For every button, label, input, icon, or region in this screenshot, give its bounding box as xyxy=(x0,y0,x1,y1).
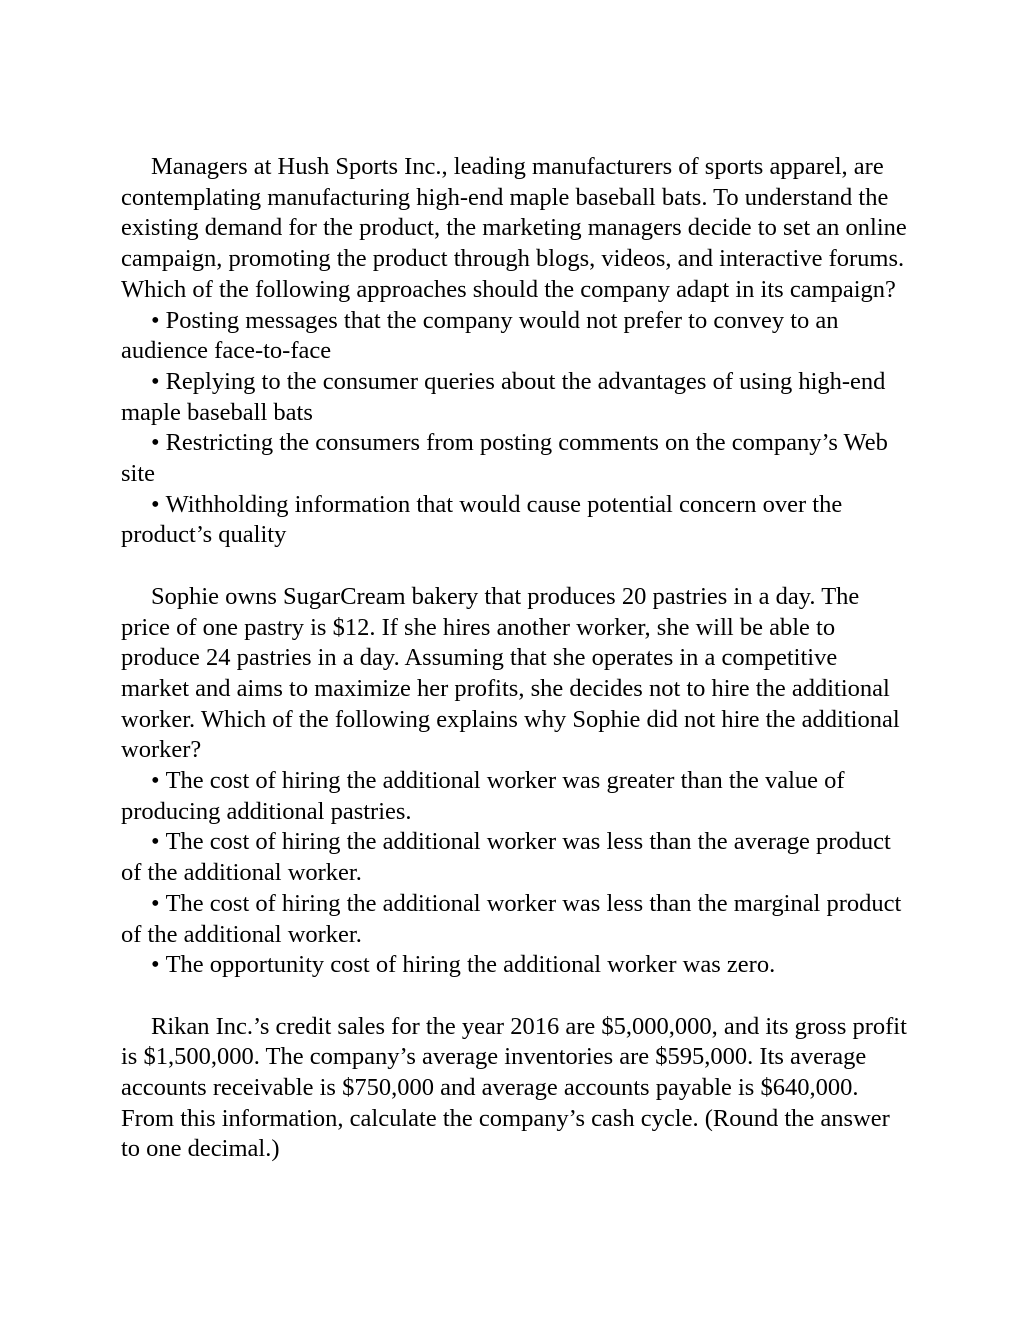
option-text: The cost of hiring the additional worker was less than the marginal product of the additional worker. xyxy=(121,889,902,948)
option-text: Restricting the consumers from posting comments on the company’s Web site xyxy=(121,429,888,488)
option-text: Withholding information that would cause potential concern over the product’s quality xyxy=(121,490,843,549)
answer-option xyxy=(121,490,911,551)
question-stem: Rikan Inc.’s credit sales for the year 2016 are $5,000,000, and its gross profit is $1,500,000. The company’s average inventories are $595,000. Its average accounts receivable is $750,000 and average accounts payable is $640,000. From this information, calculate the company’s cash cycle. (Round the answer to one decimal.) xyxy=(121,1012,907,1163)
bullet-icon: • xyxy=(151,828,160,856)
question-stem: Sophie owns SugarCream bakery that produces 20 pastries in a day. The price of one pastry is $12. If she hires another worker, she will be able to produce 24 pastries in a day. Assuming that she operates in a competitive market and aims to maximize her profits, she decides not to hire the additional worker. Which of the following explains why Sophie did not hire the additional worker? xyxy=(121,582,900,764)
answer-option xyxy=(121,950,911,981)
bullet-icon: • xyxy=(151,306,160,334)
bullet-icon: • xyxy=(151,767,160,795)
bullet-icon: • xyxy=(151,490,160,518)
document-page xyxy=(121,152,911,1196)
answer-option xyxy=(121,889,911,950)
option-text: Replying to the consumer queries about the advantages of using high-end maple baseball bats xyxy=(121,367,886,426)
answer-option xyxy=(121,766,911,827)
option-text: Posting messages that the company would not prefer to convey to an audience face-to-face xyxy=(121,306,839,365)
option-text: The cost of hiring the additional worker was greater than the value of producing additional pastries. xyxy=(121,767,845,825)
answer-option xyxy=(121,428,911,489)
question-2 xyxy=(121,582,911,981)
answer-option xyxy=(121,827,911,888)
option-text: The cost of hiring the additional worker was less than the average product of the additional worker. xyxy=(121,828,891,887)
question-stem: Managers at Hush Sports Inc., leading manufacturers of sports apparel, are contemplating manufacturing high-end maple baseball bats. To understand the existing demand for the product, the marketing managers decide to set an online campaign, promoting the product through blogs, videos, and interactive forums. Which of the following approaches should the company adapt in its campaign? xyxy=(121,153,907,303)
question-1 xyxy=(121,152,911,551)
answer-option xyxy=(121,306,911,367)
bullet-icon: • xyxy=(151,367,160,395)
answer-option xyxy=(121,367,911,428)
bullet-icon: • xyxy=(151,951,160,979)
option-text: The opportunity cost of hiring the additional worker was zero. xyxy=(165,951,776,979)
question-3 xyxy=(121,1012,911,1166)
bullet-icon: • xyxy=(151,889,160,917)
bullet-icon: • xyxy=(151,429,160,457)
